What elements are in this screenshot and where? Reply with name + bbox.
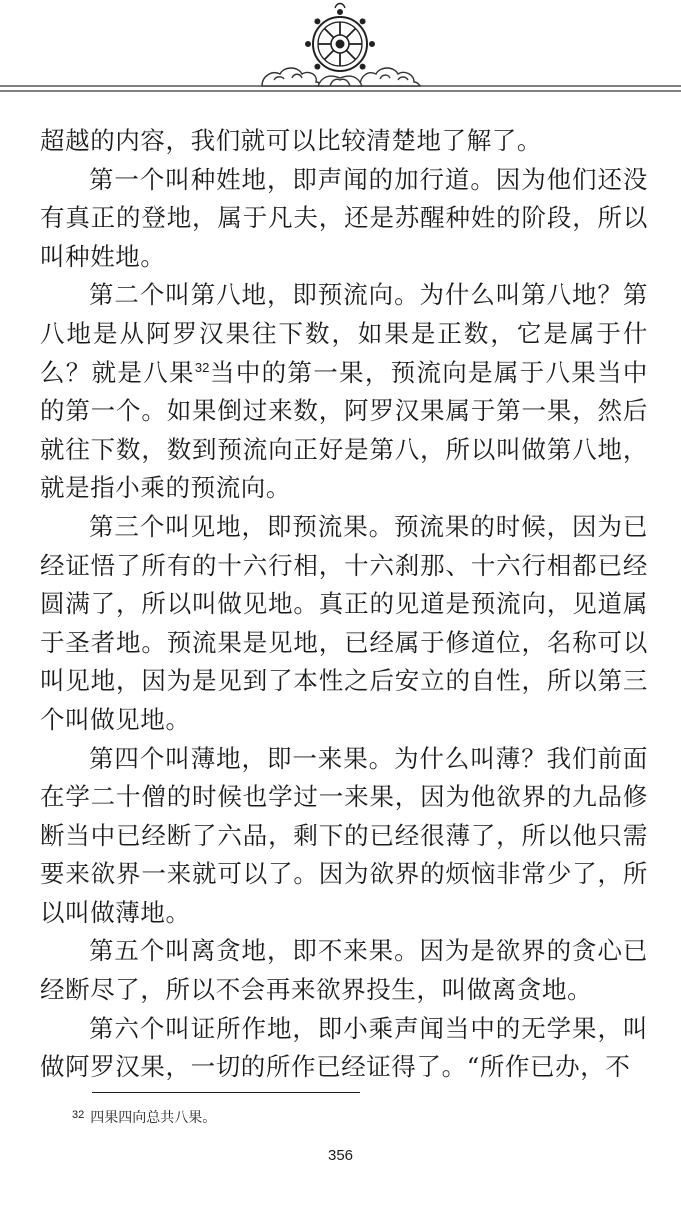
footnote xyxy=(72,1105,216,1128)
footnote-text: 四果四向总共八果。 xyxy=(90,1110,217,1126)
dharma-wheel-icon xyxy=(305,4,375,72)
paragraph: 超越的内容，我们就可以比较清楚地了解了。 xyxy=(40,126,542,155)
header-ornament xyxy=(0,0,681,110)
paragraph: 第一个叫种姓地，即声闻的加行道。因为他们还没有真正的登地，属于凡夫，还是苏醒种姓的阶段，所以叫种姓地。 xyxy=(40,164,648,271)
body-text xyxy=(40,122,648,1087)
paragraph-text: 第二个叫第八地，即预流向。为什么叫第八地？第八地是从阿罗汉果往下数，如果是正数，它是属于什么？就是八果 xyxy=(40,280,648,387)
paragraph: 第六个叫证所作地，即小乘声闻当中的无学果，叫做阿罗汉果，一切的所作已经证得了。“所作已办，不 xyxy=(40,1013,648,1082)
header-rule xyxy=(0,86,681,91)
paragraph-text: 当中的第一果，预流向是属于八果当中的第一个。如果倒过来数，阿罗汉果属于第一果，然后就往下数，数到预流向正好是第八，所以叫做第八地，就是指小乘的预流向。 xyxy=(40,357,648,503)
cloud-right-icon xyxy=(360,68,420,86)
paragraph: 第四个叫薄地，即一来果。为什么叫薄？我们前面在学二十僧的时候也学过一来果，因为他欲界的九品修断当中已经断了六品，剩下的已经很薄了，所以他只需要来欲界一来就可以了。因为欲界的烦恼非常少了，所以叫做薄地。 xyxy=(40,743,648,927)
paragraph: 第五个叫离贪地，即不来果。因为是欲界的贪心已经断尽了，所以不会再来欲界投生，叫做离贪地。 xyxy=(40,936,648,1005)
cloud-left-icon xyxy=(262,68,322,86)
footnote-reference[interactable]: 32 xyxy=(194,359,210,375)
footnote-divider xyxy=(92,1092,360,1093)
paragraph xyxy=(40,276,648,508)
paragraph: 第三个叫见地，即预流果。预流果的时候，因为已经证悟了所有的十六行相，十六刹那、十六行相都已经圆满了，所以叫做见地。真正的见道是预流向，见道属于圣者地。预流果是见地，已经属于修道位，名称可以叫见地，因为是见到了本性之后安立的自性，所以第三个叫做见地。 xyxy=(40,511,648,734)
footnote-number: 32 xyxy=(72,1109,85,1121)
page-number: 356 xyxy=(327,1147,354,1164)
lotus-base-icon xyxy=(318,76,362,86)
